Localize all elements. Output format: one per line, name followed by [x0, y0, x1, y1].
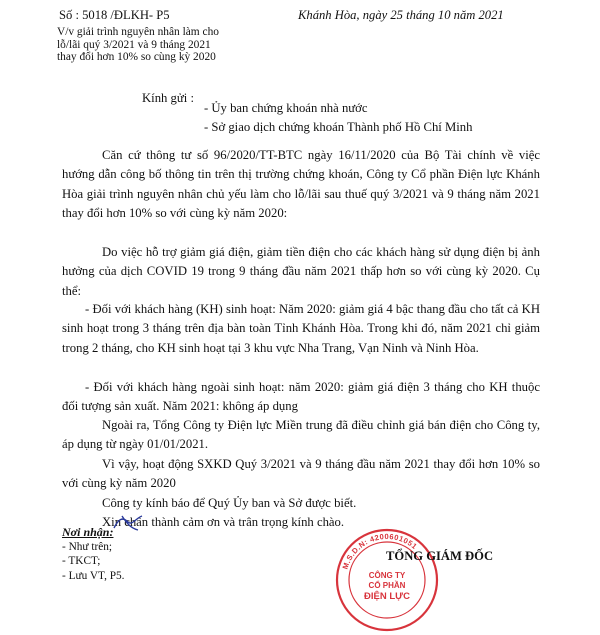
addressee-list: [204, 99, 473, 138]
subject-line: thay đổi hơn 10% so cùng kỳ 2020: [57, 51, 216, 64]
company-seal-icon: [332, 525, 442, 635]
paragraph-conclusion: Vì vậy, hoạt động SXKD Quý 3/2021 và 9 tháng đầu năm 2021 thay đổi hơn 10% so với cùng kỳ năm 2020: [62, 457, 540, 491]
recipient-item: - Lưu VT, P5.: [62, 569, 125, 582]
document-number: Số : 5018 /ĐLKH- P5: [59, 8, 170, 22]
addressee: - Ủy ban chứng khoán nhà nước: [204, 101, 368, 115]
seal-line: CÔNG TY: [368, 571, 406, 580]
salutation: Kính gửi :: [142, 91, 194, 105]
seal-line: CỔ PHẦN: [368, 581, 406, 590]
signatory-title: TỔNG GIÁM ĐỐC: [386, 549, 494, 563]
paragraph-report: Công ty kính báo để Quý Ủy ban và Sở được biết.: [102, 496, 357, 510]
subject-line: V/v giải trình nguyên nhân làm cho: [57, 26, 219, 38]
seal-line: ĐIỆN LỰC: [364, 591, 410, 602]
subject-line: lỗ/lãi quý 3/2021 và 9 tháng 2021: [57, 38, 211, 51]
paragraph-non-residential: - Đối với khách hàng ngoài sinh hoạt: năm 2020: giảm giá điện 3 tháng cho KH thuộc đối tượng sản xuất. Năm 2021: không áp dụng: [62, 380, 540, 414]
paragraph-residential: - Đối với khách hàng (KH) sinh hoạt: Năm 2020: giảm giá 4 bậc thang đầu cho tất cả KH sinh hoạt trong 3 tháng trên địa bàn toàn Tỉnh Khánh Hòa. Trong khi đó, năm 2021 chỉ giảm trong 2 tháng, cho KH sinh hoạt tại 3 khu vực Nha Trang, Vạn Ninh và Ninh Hòa.: [62, 302, 540, 355]
recipient-item: - Như trên;: [62, 540, 113, 553]
recipient-item: - TKCT;: [62, 555, 101, 568]
subject-block: [57, 26, 219, 64]
addressee: - Sở giao dịch chứng khoán Thành phố Hồ Chí Minh: [204, 120, 473, 135]
initial-signature-icon: [108, 512, 150, 534]
seal-ring-text: M.S.D.N: 4200601051: [340, 531, 420, 571]
paragraph-price-adjustment: Ngoài ra, Tổng Công ty Điện lực Miền trung đã điều chỉnh giá bán điện cho Công ty, áp dụng từ ngày 01/01/2021.: [62, 418, 540, 452]
place-date: Khánh Hòa, ngày 25 tháng 10 năm 2021: [298, 8, 504, 22]
paragraph-closing: Xin chân thành cảm ơn và trân trọng kính chào.: [102, 515, 345, 529]
recipients-label: Nơi nhận:: [62, 525, 114, 539]
paragraph-basis: Căn cứ thông tư số 96/2020/TT-BTC ngày 16/11/2020 của Bộ Tài chính về việc hướng dẫn công bố thông tin trên thị trường chứng khoán, Công ty Cổ phần Điện lực Khánh Hòa giải trình nguyên nhân chủ yếu làm cho lỗ/lãi sau thuế quý 3/2021 và 9 tháng năm 2021 thay đổi hơn 10% so với cùng kỳ năm 2020:: [62, 148, 540, 221]
paragraph-reason: Do việc hỗ trợ giảm giá điện, giảm tiền điện cho các khách hàng sử dụng điện bị ảnh hưởng của dịch COVID 19 trong 9 tháng đầu năm 2021 thấp hơn so với cùng kỳ 2020. Cụ thể:: [62, 245, 540, 298]
